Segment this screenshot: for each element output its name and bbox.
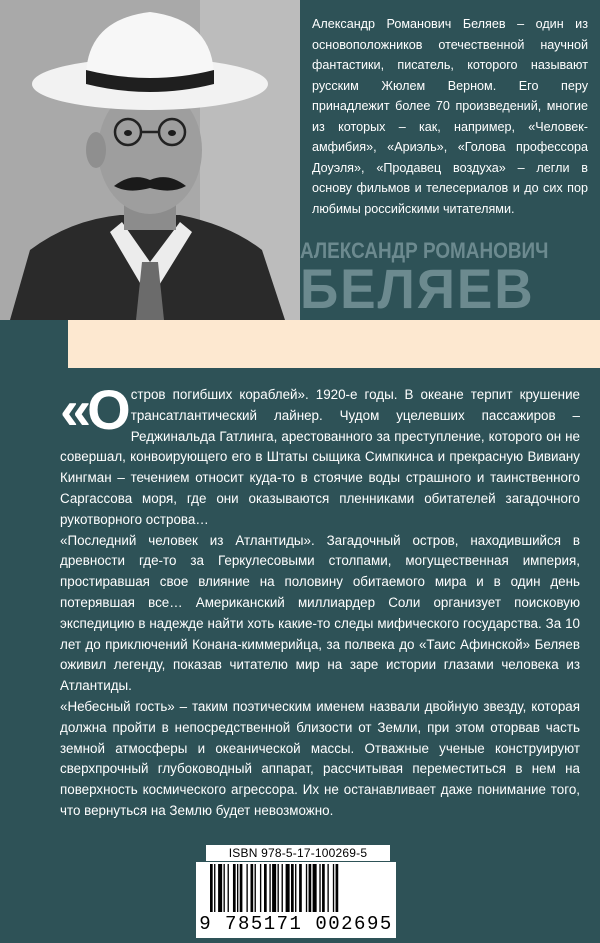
isbn-label: ISBN 978-5-17-100269-5 <box>206 845 390 861</box>
title-band <box>68 320 600 368</box>
barcode-digits: 9 785171 002695 <box>196 913 396 935</box>
barcode-bars <box>196 862 396 914</box>
description-text-1: стров погибших кораблей». 1920-е годы. В океане терпит крушение трансатлантический лайнер. Чудом уцелевших пассажиров – Реджинальда Гатлинга, арестованного за преступление, которого он не совершал, конвоирующего его в Штаты сыщика Симпкинса и прекрасную Вивиану Кингман – течением относит куда-то в стоячие воды страшного и таинственного Саргассова моря, где они оказываются пленниками обитателей загадочного рукотворного острова… <box>60 387 580 527</box>
author-portrait <box>0 0 300 320</box>
description-paragraph-2: «Последний человек из Атлантиды». Загадочный остров, находившийся в древности где-то за Геркулесовыми столпами, могущественная империя, простиравшая свое влияние на половину обитаемого мира и в один день потерявшая все… Американский миллиардер Соли организует поисковую экспедицию в надежде найти хоть какие-то следы мифического государства. За 10 лет до приключений Конана-киммерийца, за полвека до «Таис Афинской» Беляев оживил легенду, показав читателю мир на заре истории глазами человека из Атлантиды. <box>60 532 580 694</box>
author-bio: Александр Романович Беляев – один из основоположников отечественной научной фантастики, писатель, которого называют русским Жюлем Верном. Его перу принадлежит более 70 произведений, многие из которых – как, например, «Человек-амфибия», «Ариэль», «Голова профессора Доуэля», «Продавец воздуха» – легли в основу фильмов и телесериалов и до сих пор любимы российскими читателями. <box>312 17 588 216</box>
description-paragraph-3: «Небесный гость» – таким поэтическим именем назвали двойную звезду, которая должна пройти в непосредственной близости от Земли, при этом оторвав часть земной атмосферы и океанической массы. Отважные ученые конструируют сверхпрочный глубоководный аппарат, рассчитывая переместиться в нем на поверхность космического агрессора. Их не останавливает даже понимание того, что вернуться на Землю будет невозможно. <box>60 698 580 818</box>
drop-cap-quote: «О <box>60 378 127 441</box>
author-surname: БЕЛЯЕВ <box>300 257 535 320</box>
author-portrait-image <box>0 0 300 320</box>
description-paragraph-1 <box>60 378 580 531</box>
author-first-names: АЛЕКСАНДР РОМАНОВИЧ <box>300 238 549 263</box>
book-description <box>60 378 580 822</box>
